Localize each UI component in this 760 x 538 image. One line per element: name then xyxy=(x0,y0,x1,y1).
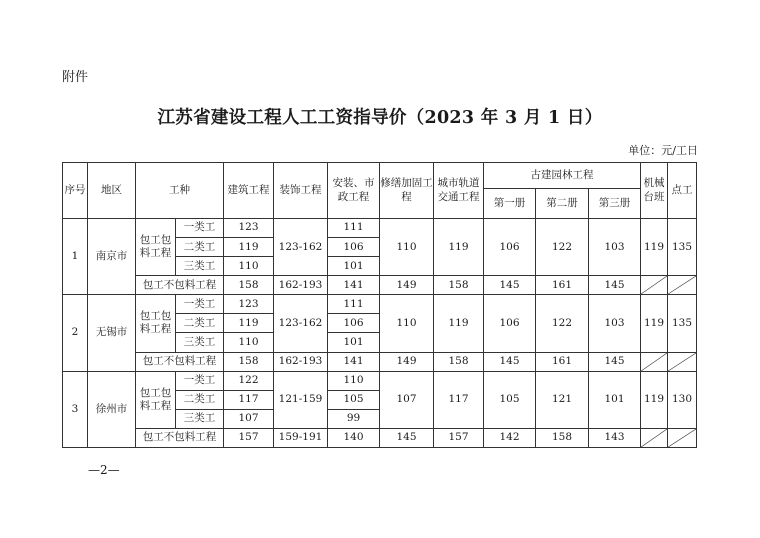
garden-vol2-cell: 122 xyxy=(536,295,589,352)
header-garden: 古建园林工程 xyxy=(484,163,641,189)
install-cell: 110 xyxy=(328,371,380,390)
region-cell: 无锡市 xyxy=(88,295,136,371)
construction-cell: 119 xyxy=(224,314,274,333)
seq-cell: 2 xyxy=(63,295,88,371)
table-row xyxy=(63,219,697,238)
decoration-cell: 162-193 xyxy=(274,276,328,295)
garden-vol2-cell: 161 xyxy=(536,276,589,295)
region-cell: 南京市 xyxy=(88,219,136,295)
decoration-cell: 121-159 xyxy=(274,371,328,428)
header-construction: 建筑工程 xyxy=(224,163,274,219)
region-cell: 徐州市 xyxy=(88,371,136,447)
garden-vol2-cell: 161 xyxy=(536,352,589,371)
construction-cell: 123 xyxy=(224,219,274,238)
diagonal-slash xyxy=(641,353,667,371)
header-garden-vol1: 第一册 xyxy=(484,189,536,219)
machinery-empty-cell xyxy=(641,428,668,447)
table-row xyxy=(63,428,697,447)
diagonal-slash xyxy=(668,429,696,447)
header-spot-work: 点工 xyxy=(668,163,697,219)
install-cell: 111 xyxy=(328,295,380,314)
grade-cell: 三类工 xyxy=(176,409,224,428)
spot-work-empty-cell xyxy=(668,276,697,295)
repair-cell: 107 xyxy=(380,371,434,428)
wage-guide-table xyxy=(62,162,697,448)
install-cell: 106 xyxy=(328,314,380,333)
install-cell: 101 xyxy=(328,257,380,276)
construction-cell: 157 xyxy=(224,428,274,447)
garden-vol1-cell: 145 xyxy=(484,276,536,295)
header-seq: 序号 xyxy=(63,163,88,219)
repair-cell: 110 xyxy=(380,219,434,276)
rail-cell: 119 xyxy=(434,219,484,276)
machinery-cell: 119 xyxy=(641,295,668,352)
table-row xyxy=(63,352,697,371)
header-repair: 修缮加固工程 xyxy=(380,163,434,219)
unit-note: 单位：元/工日 xyxy=(628,144,698,157)
rail-cell: 157 xyxy=(434,428,484,447)
machinery-empty-cell xyxy=(641,352,668,371)
install-cell: 141 xyxy=(328,352,380,371)
labor-only-label: 包工不包料工程 xyxy=(136,352,224,371)
document-title: 江苏省建设工程人工工资指导价（2023 年 3 月 1 日） xyxy=(157,108,603,128)
header-install-municipal: 安装、市政工程 xyxy=(328,163,380,219)
diagonal-slash xyxy=(641,429,667,447)
machinery-cell: 119 xyxy=(641,371,668,428)
rail-cell: 158 xyxy=(434,276,484,295)
labor-material-label: 包工包料工程 xyxy=(136,219,176,276)
repair-cell: 145 xyxy=(380,428,434,447)
header-garden-vol2: 第二册 xyxy=(536,189,589,219)
garden-vol2-cell: 122 xyxy=(536,219,589,276)
garden-vol3-cell: 143 xyxy=(589,428,641,447)
seq-cell: 1 xyxy=(63,219,88,295)
spot-work-cell: 135 xyxy=(668,295,697,352)
decoration-cell: 159-191 xyxy=(274,428,328,447)
table-row xyxy=(63,371,697,390)
construction-cell: 117 xyxy=(224,390,274,409)
labor-only-label: 包工不包料工程 xyxy=(136,428,224,447)
garden-vol3-cell: 145 xyxy=(589,276,641,295)
repair-cell: 149 xyxy=(380,352,434,371)
machinery-empty-cell xyxy=(641,276,668,295)
header-decoration: 装饰工程 xyxy=(274,163,328,219)
decoration-cell: 123-162 xyxy=(274,219,328,276)
decoration-cell: 162-193 xyxy=(274,352,328,371)
install-cell: 111 xyxy=(328,219,380,238)
rail-cell: 117 xyxy=(434,371,484,428)
repair-cell: 149 xyxy=(380,276,434,295)
garden-vol3-cell: 103 xyxy=(589,295,641,352)
install-cell: 141 xyxy=(328,276,380,295)
garden-vol3-cell: 101 xyxy=(589,371,641,428)
construction-cell: 110 xyxy=(224,333,274,352)
construction-cell: 107 xyxy=(224,409,274,428)
construction-cell: 119 xyxy=(224,238,274,257)
garden-vol2-cell: 121 xyxy=(536,371,589,428)
spot-work-cell: 130 xyxy=(668,371,697,428)
install-cell: 101 xyxy=(328,333,380,352)
attachment-label: 附件 xyxy=(62,70,89,85)
table-row xyxy=(63,276,697,295)
install-cell: 105 xyxy=(328,390,380,409)
seq-cell: 3 xyxy=(63,371,88,447)
spot-work-empty-cell xyxy=(668,428,697,447)
header-region: 地区 xyxy=(88,163,136,219)
garden-vol3-cell: 103 xyxy=(589,219,641,276)
install-cell: 99 xyxy=(328,409,380,428)
labor-material-label: 包工包料工程 xyxy=(136,371,176,428)
grade-cell: 二类工 xyxy=(176,238,224,257)
rail-cell: 158 xyxy=(434,352,484,371)
install-cell: 140 xyxy=(328,428,380,447)
machinery-cell: 119 xyxy=(641,219,668,276)
header-work-type: 工种 xyxy=(136,163,224,219)
decoration-cell: 123-162 xyxy=(274,295,328,352)
grade-cell: 三类工 xyxy=(176,257,224,276)
garden-vol1-cell: 105 xyxy=(484,371,536,428)
construction-cell: 122 xyxy=(224,371,274,390)
grade-cell: 二类工 xyxy=(176,390,224,409)
garden-vol1-cell: 106 xyxy=(484,295,536,352)
table-row xyxy=(63,295,697,314)
construction-cell: 158 xyxy=(224,276,274,295)
garden-vol1-cell: 142 xyxy=(484,428,536,447)
construction-cell: 158 xyxy=(224,352,274,371)
labor-only-label: 包工不包料工程 xyxy=(136,276,224,295)
spot-work-cell: 135 xyxy=(668,219,697,276)
diagonal-slash xyxy=(668,353,696,371)
page-number: —2— xyxy=(88,463,120,477)
garden-vol1-cell: 145 xyxy=(484,352,536,371)
grade-cell: 三类工 xyxy=(176,333,224,352)
header-machinery: 机械台班 xyxy=(641,163,668,219)
grade-cell: 一类工 xyxy=(176,219,224,238)
construction-cell: 123 xyxy=(224,295,274,314)
diagonal-slash xyxy=(668,276,696,294)
header-garden-vol3: 第三册 xyxy=(589,189,641,219)
construction-cell: 110 xyxy=(224,257,274,276)
header-rail-transit: 城市轨道交通工程 xyxy=(434,163,484,219)
grade-cell: 一类工 xyxy=(176,295,224,314)
labor-material-label: 包工包料工程 xyxy=(136,295,176,352)
diagonal-slash xyxy=(641,276,667,294)
spot-work-empty-cell xyxy=(668,352,697,371)
grade-cell: 一类工 xyxy=(176,371,224,390)
repair-cell: 110 xyxy=(380,295,434,352)
garden-vol2-cell: 158 xyxy=(536,428,589,447)
garden-vol1-cell: 106 xyxy=(484,219,536,276)
install-cell: 106 xyxy=(328,238,380,257)
garden-vol3-cell: 145 xyxy=(589,352,641,371)
rail-cell: 119 xyxy=(434,295,484,352)
grade-cell: 二类工 xyxy=(176,314,224,333)
